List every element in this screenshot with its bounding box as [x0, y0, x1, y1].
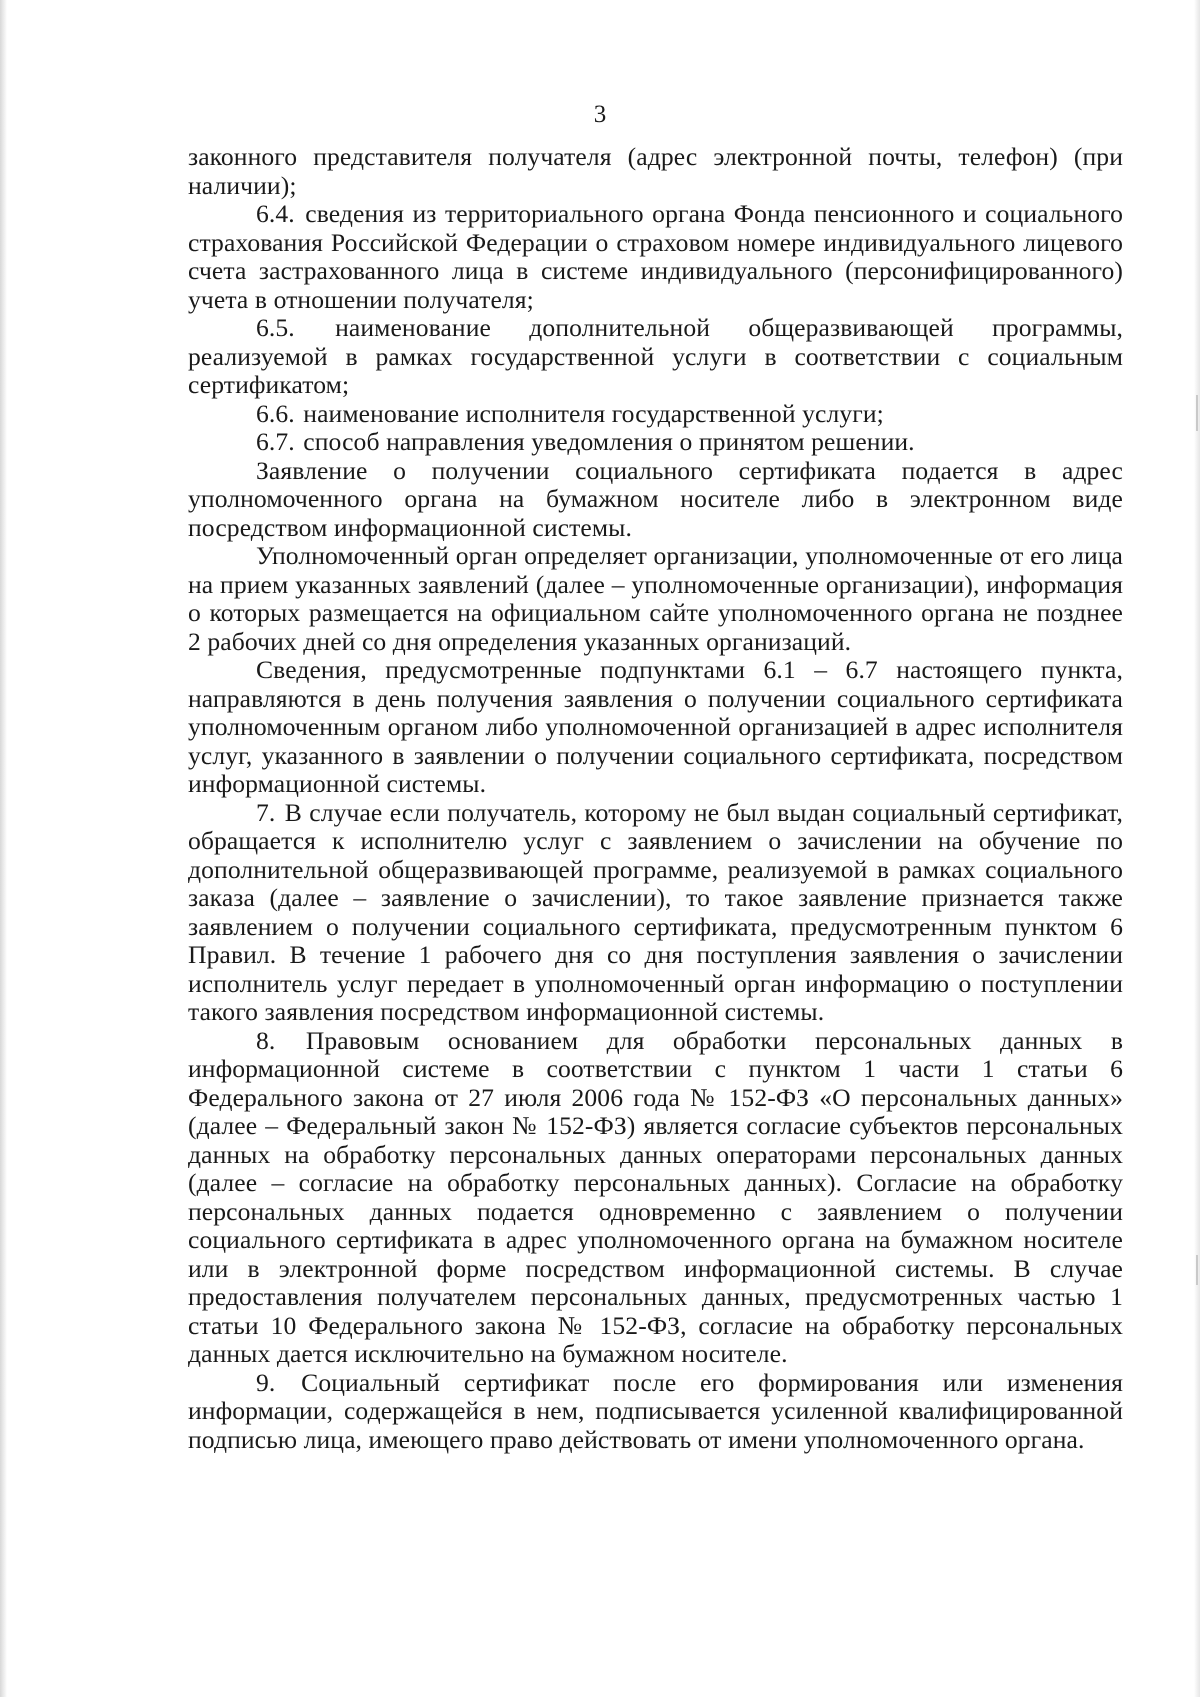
- paragraph-6-5: [188, 314, 1123, 400]
- paragraph-text: В случае если получатель, которому не был выдан социальный сертификат, обращается к исполнителю услуг с заявлением о зачислении на обучение по дополнительной общеразвивающей программе, реализуемой в рамках социального заказа (далее – заявление о зачислении), то такое заявление признается также заявлением о получении социального сертификата, предусмотренным пунктом 6 Правил. В течение 1 рабочего дня со дня поступления заявления о зачислении исполнитель услуг передает в уполномоченный орган информацию о поступлении такого заявления посредством информационной системы.: [188, 797, 1123, 1026]
- paragraph-continuation: [188, 143, 1123, 200]
- paragraph-8: [188, 1027, 1123, 1369]
- paragraph-6-7: [188, 428, 1123, 457]
- scan-right-edge: [1194, 0, 1200, 1697]
- scan-artifact: [1196, 395, 1198, 431]
- paragraph-text: наименование дополнительной общеразвивающей программы, реализуемой в рамках государственной услуги в соответствии с социальным сертификатом;: [188, 313, 1124, 399]
- paragraph-text: Социальный сертификат после его формирования или изменения информации, содержащейся в нем, подписывается усиленной квалифицированной подписью лица, имеющего право действовать от имени уполномоченного органа.: [188, 1367, 1123, 1454]
- paragraph-6-6: [188, 400, 1123, 429]
- paragraph-text: Заявление о получении социального сертификата подается в адрес уполномоченного органа на бумажном носителе либо в электронном виде посредством информационной системы.: [188, 455, 1123, 542]
- paragraph-text: Уполномоченный орган определяет организации, уполномоченные от его лица на прием указанных заявлений (далее – уполномоченные организации), информация о которых размещается на официальном сайте уполномоченного органа не позднее 2 рабочих дней со дня определения указанных организаций.: [188, 541, 1123, 656]
- page-number: 3: [593, 101, 607, 128]
- paragraph-number: 9.: [256, 1367, 276, 1397]
- scan-left-edge: [0, 0, 7, 1697]
- paragraph-text: способ направления уведомления о принятом решении.: [303, 427, 915, 456]
- scan-artifact: [1196, 1255, 1198, 1285]
- paragraph-7: [188, 799, 1123, 1027]
- paragraph-text: Правовым основанием для обработки персональных данных в информационной системе в соответствии с пунктом 1 части 1 статьи 6 Федерального закона от 27 июля 2006 года № 152-ФЗ «О персональных данных» (далее – Федеральный закон № 152-ФЗ) является согласие субъектов персональных данных на обработку персональных данных операторами персональных данных (далее – согласие на обработку персональных данных). Согласие на обработку персональных данных подается одновременно с заявлением о получении социального сертификата в адрес уполномоченного органа на бумажном носителе или в электронной форме посредством информационной системы. В случае предоставления получателем персональных данных, предусмотренных частью 1 статьи 10 Федерального закона № 152-ФЗ, согласие на обработку персональных данных дается исключительно на бумажном носителе.: [188, 1025, 1124, 1368]
- paragraph-application-submission: [188, 457, 1123, 543]
- paragraph-text: Сведения, предусмотренные подпунктами 6.1 – 6.7 настоящего пункта, направляются в день получения заявления о получении социального сертификата уполномоченным органом либо уполномоченной организацией в адрес исполнителя услуг, указанного в заявлении о получении социального сертификата, посредством информационной системы.: [188, 655, 1123, 798]
- paragraph-number: 6.7.: [256, 427, 295, 456]
- paragraph-information-transfer: [188, 656, 1123, 799]
- paragraph-number: 6.5.: [256, 313, 295, 342]
- paragraph-6-4: [188, 200, 1123, 314]
- paragraph-authorized-organizations: [188, 542, 1123, 656]
- paragraph-number: 8.: [256, 1025, 276, 1055]
- paragraph-text: наименование исполнителя государственной услуги;: [303, 398, 884, 428]
- paragraph-number: 7.: [256, 797, 276, 827]
- document-body: [188, 143, 1123, 1454]
- paragraph-text: законного представителя получателя (адрес электронной почты, телефон) (при наличии);: [188, 142, 1123, 200]
- paragraph-number: 6.6.: [256, 398, 295, 428]
- paragraph-number: 6.4.: [256, 199, 295, 228]
- paragraph-text: сведения из территориального органа Фонда пенсионного и социального страхования Российской Федерации о страховом номере индивидуального лицевого счета застрахованного лица в системе индивидуального (персонифицированного) учета в отношении получателя;: [188, 199, 1124, 314]
- paragraph-9: [188, 1369, 1123, 1455]
